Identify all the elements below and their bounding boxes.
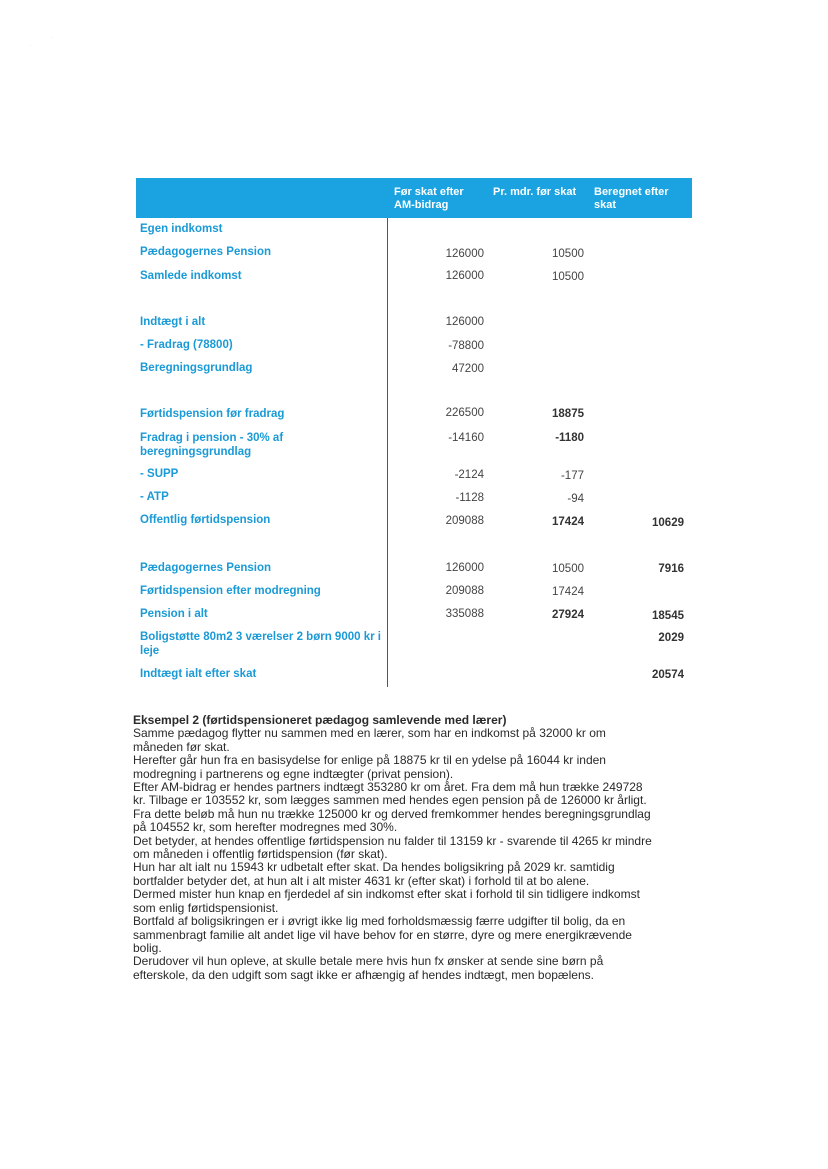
table-header [136,178,692,218]
cell-monthly: 18875 [552,408,584,420]
text-line: på 104552 kr, som herefter modregnes med 30%. [133,820,398,835]
text-line: efterskole, da den udgift som sagt ikke er afhængig af hendes indtægt, men bopælens. [133,967,594,982]
text-line: Samme pædagog flytter nu sammen med en lærer, som har en indkomst på 32000 kr om [133,726,606,741]
cell-before-tax: 226500 [445,407,484,419]
text-line: Det betyder, at hendes offentlige førtidspension nu falder til 13159 kr - svarende til 4265 kr mindre [133,833,652,848]
row-label: Offentlig førtidspension [140,514,271,526]
cell-before-tax: 126000 [445,248,484,260]
text-line: Herefter går hun fra en basisydelse for enlige på 18875 kr til en ydelse på 16044 kr inden [133,753,606,768]
cell-after-tax: 2029 [658,632,684,644]
cell-before-tax: 209088 [445,515,484,527]
example-text [133,714,693,982]
cell-monthly: -94 [567,493,584,505]
row-label: Indtægt i alt [140,316,206,328]
row-label: Førtidspension efter modregning [140,585,321,597]
cell-monthly: -1180 [555,432,584,444]
row-label: - Fradrag (78800) [140,339,233,351]
row-label: Beregningsgrundlag [140,362,253,374]
cell-after-tax: 7916 [658,563,684,575]
row-label: Indtægt ialt efter skat [140,668,257,680]
row-label: - SUPP [140,468,179,480]
row-label: Boligstøtte 80m2 3 værelser 2 børn 9000 kr i leje [140,631,381,657]
cell-before-tax: 126000 [445,562,484,574]
cell-monthly: 10500 [552,248,584,260]
cell-monthly: 27924 [552,609,584,621]
pension-table [136,178,692,681]
row-label: Samlede indkomst [140,270,242,282]
cell-before-tax: 126000 [445,270,484,282]
cell-after-tax: 18545 [652,610,684,622]
cell-after-tax: 10629 [652,517,684,529]
cell-before-tax: -14160 [448,432,484,444]
example-title: Eksempel 2 (førtidspensioneret pædagog samlevende med lærer) [133,713,507,727]
cell-before-tax: 335088 [445,608,484,620]
header-monthly-before-tax: Pr. mdr. før skat [493,186,577,198]
cell-before-tax: -2124 [454,469,484,481]
text-line: Derudover vil hun opleve, at skulle betale mere hvis hun fx ønsker at sende sine børn på [133,954,604,969]
row-label: Pension i alt [140,608,208,620]
text-line: Efter AM-bidrag er hendes partners indtægt 353280 kr om året. Fra dem må hun trække 249728 [133,780,643,795]
cell-monthly: 17424 [552,586,584,598]
header-after-tax: Beregnet efter skat [594,186,669,211]
text-line: Hun har alt ialt nu 15943 kr udbetalt efter skat. Da hendes boligsikring på 2029 kr. samtidig [133,860,615,875]
text-line: kr. Tilbage er 103552 kr, som lægges sammen med hendes egen pension på de 126000 kr årligt. [133,793,647,808]
cell-monthly: 10500 [552,271,584,283]
cell-before-tax: -1128 [455,492,484,504]
row-label: Pædagogernes Pension [140,246,272,258]
row-label: Førtidspension før fradrag [140,408,285,420]
cell-before-tax: 126000 [445,316,484,328]
text-line: Bortfald af boligsikringen er i øvrigt ikke lig med forholdsmæssig færre udgifter til bolig, da en [133,914,626,929]
row-label: Pædagogernes Pension [140,562,272,574]
cell-before-tax: 209088 [445,585,484,597]
text-line: som enlig førtidspensionist. [133,900,279,915]
text-line: Dermed mister hun knap en fjerdedel af sin indkomst efter skat i forhold til sin tidligere indkomst [133,887,640,902]
text-line: bolig. [133,940,162,955]
cell-before-tax: -78800 [448,340,484,352]
text-line: bortfalder betyder det, at hun alt i alt mister 4631 kr (efter skat) i forhold til at bo alene. [133,873,590,888]
text-line: sammenbragt familie alt andet lige vil have behov for en større, dyre og mere energikrævende [133,927,632,942]
row-label: Egen indkomst [140,223,223,235]
cell-before-tax: 47200 [452,363,484,375]
row-label: Fradrag i pension - 30% af beregningsgrundlag [140,432,284,458]
cell-monthly: 10500 [552,563,584,575]
cell-monthly: 17424 [552,516,584,528]
cell-after-tax: 20574 [652,669,684,681]
text-line: måneden før skat. [133,739,230,754]
text-line: modregning i partnerens og egne indtægter (privat pension). [133,766,454,781]
cell-monthly: -177 [560,470,584,482]
text-line: om måneden i offentlig førtidspension (før skat). [133,847,388,862]
header-before-tax: Før skat efter AM-bidrag [394,186,464,211]
text-line: Fra dette beløb må hun nu trække 125000 kr og derved fremkommer hendes beregningsgrundlag [133,806,651,821]
row-label: - ATP [140,491,169,503]
